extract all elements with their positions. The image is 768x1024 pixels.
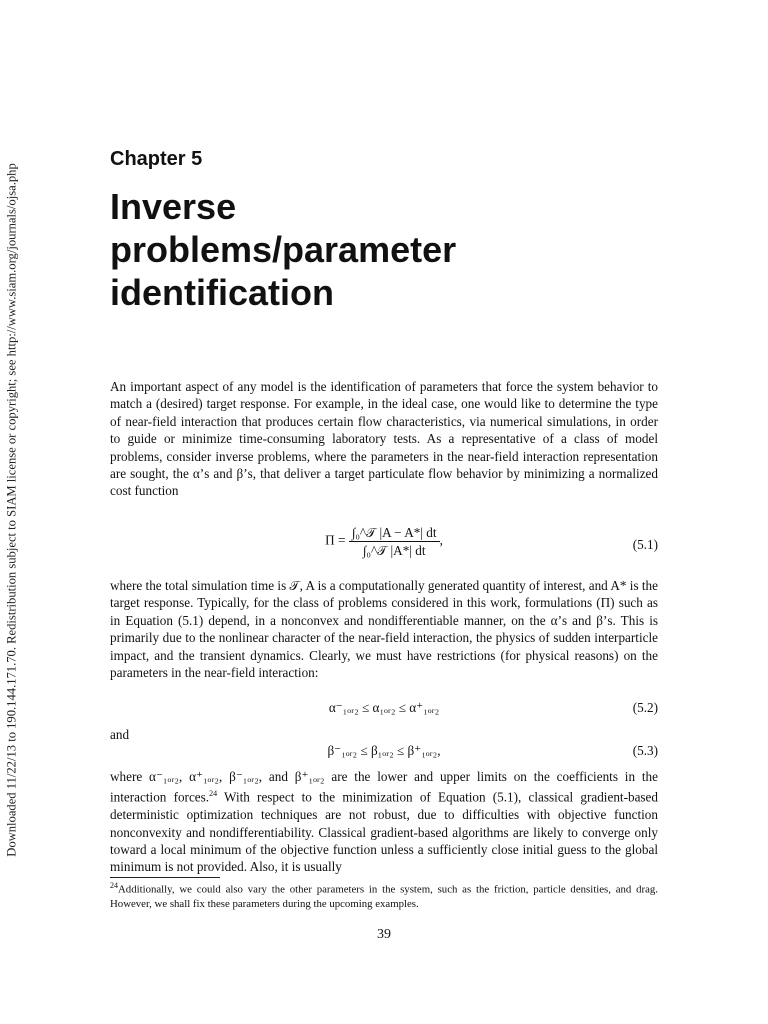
page-number: 39 <box>377 927 391 942</box>
equation-5-1-denominator: ∫₀^𝒯 |A*| dt <box>362 543 426 558</box>
footnote-text: Additionally, we could also vary the other parameters in the system, such as the friction, particle densities, and drag. However, we shall fix these parameters during the upcoming examples. <box>110 883 658 910</box>
chapter-label: Chapter 5 <box>110 148 203 170</box>
download-notice-sidebar <box>3 120 21 900</box>
footnote <box>110 879 658 911</box>
equation-5-3 <box>110 743 658 763</box>
footnote-reference[interactable]: 24 <box>209 789 218 799</box>
and-text: and <box>110 727 130 742</box>
intro-paragraph: An important aspect of any model is the identification of parameters that force the system behavior to match a (desired) target response. For example, in the ideal case, one would like to determine the type of near-field interaction that produces certain flow characteristics, via numerical simulations, in order to guide or minimize time-consuming laboratory tests. As a representative of a class of model problems, consider inverse problems, where the parameters in the near-field interaction representation are sought, the α’s and β’s, that deliver a target particulate flow behavior by minimizing a normalized cost function <box>110 379 658 499</box>
equation-5-3-number: (5.3) <box>632 743 658 758</box>
chapter-title-line-1: Inverse <box>110 186 237 227</box>
download-notice-text: Downloaded 11/22/13 to 190.144.171.70. Redistribution subject to SIAM license or copyright; see http://www.siam.org/journals/ojsa.php <box>4 163 19 857</box>
equation-5-1 <box>110 524 658 564</box>
paragraph-3 <box>110 768 658 876</box>
equation-5-1-numerator: ∫₀^𝒯 |A − A*| dt <box>349 524 440 542</box>
equation-5-1-lhs: Π = <box>325 532 346 548</box>
paragraph-3-rest: With respect to the minimization of Equation (5.1), classical gradient-based deterministic optimization techniques are not robust, due to difficulties with objective function nonconvexity and nondifferentiability. Classical gradient-based algorithms are likely to converge only toward a local minimum of the objective function unless a sufficiently close initial guess to the global minimum is not provided. Also, it is usually <box>110 789 659 875</box>
chapter-title-line-2: problems/parameter <box>110 229 457 270</box>
chapter-title <box>110 185 670 314</box>
equation-5-2 <box>110 700 658 720</box>
footnote-mark: 24 <box>110 881 118 890</box>
paragraph-2: where the total simulation time is 𝒯, A is a computationally generated quantity of interest, and A* is the target response. Typically, for the class of problems considered in this work, formulations (Π) such as in Equation (5.1) depend, in a nonconvex and nondifferentiable manner, on the α’s and β’s. This is primarily due to the nonlinear character of the near-field interaction, the physics of sudden interparticle impact, and the transient dynamics. Clearly, we must have restrictions (for physical reasons) on the parameters in the near-field interaction: <box>110 578 658 681</box>
equation-5-1-body <box>110 524 658 559</box>
equation-5-2-body: α⁻₁ₒᵣ₂ ≤ α₁ₒᵣ₂ ≤ α⁺₁ₒᵣ₂ <box>328 700 440 715</box>
chapter-title-line-3: identification <box>110 272 334 313</box>
equation-5-3-body: β⁻₁ₒᵣ₂ ≤ β₁ₒᵣ₂ ≤ β⁺₁ₒᵣ₂, <box>327 743 441 758</box>
equation-5-1-fraction <box>349 524 440 559</box>
equation-5-2-number: (5.2) <box>632 700 658 715</box>
equation-5-1-number: (5.1) <box>632 537 658 552</box>
footnote-divider <box>110 877 220 878</box>
paragraph-3-lead: where α⁻₁ₒᵣ₂, α⁺₁ₒᵣ₂, β⁻₁ₒᵣ₂, and β⁺₁ₒᵣ₂ are the lower and upper limits on the coefficients in the interaction forces. <box>110 769 658 805</box>
equation-5-1-trail: , <box>439 532 443 548</box>
